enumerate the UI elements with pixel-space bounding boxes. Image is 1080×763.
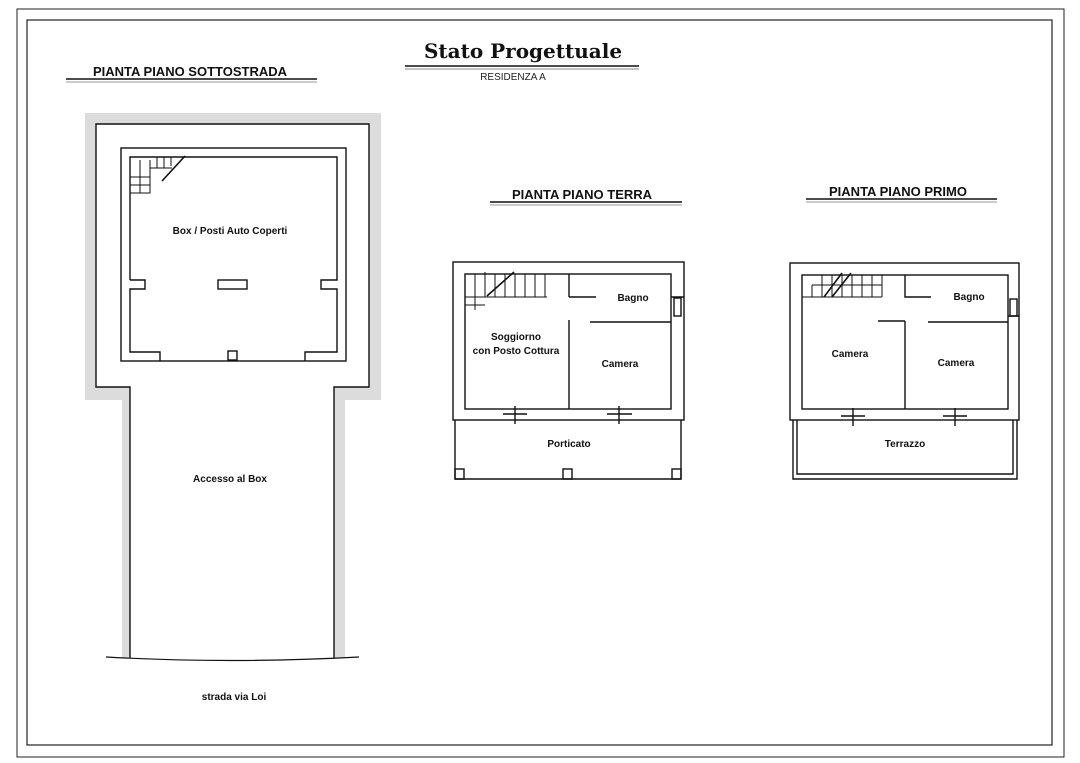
street-label: strada via Loi [201, 692, 267, 703]
sheet-subtitle: RESIDENZA A [480, 72, 546, 83]
stairs-icon [465, 272, 547, 310]
room-box: Box / Posti Auto Coperti [172, 226, 288, 237]
heading-sottostrada: PIANTA PIANO SOTTOSTRADA [92, 64, 288, 79]
room-accesso: Accesso al Box [193, 474, 267, 485]
inner-frame [27, 20, 1052, 745]
heading-terra: PIANTA PIANO TERRA [511, 187, 653, 202]
plan-sottostrada [66, 64, 381, 703]
stairs-icon [130, 156, 185, 193]
room-terrazzo: Terrazzo [884, 439, 926, 450]
plan-terra [453, 187, 684, 479]
title-block [405, 39, 639, 83]
room-bagno: Bagno [617, 293, 649, 304]
stairs-icon [802, 273, 882, 297]
plan-primo [790, 184, 1019, 479]
street-edge [106, 657, 359, 661]
room-bagno: Bagno [953, 292, 985, 303]
heading-primo: PIANTA PIANO PRIMO [829, 184, 967, 199]
room-porticato: Porticato [547, 439, 591, 450]
sheet-title: Stato Progettuale [423, 39, 623, 63]
room-camera: Camera [601, 359, 639, 370]
room-camera-2: Camera [937, 358, 975, 369]
room-camera-1: Camera [831, 349, 869, 360]
room-soggiorno: Soggiorno [491, 332, 541, 343]
room-soggiorno-sub: con Posto Cottura [472, 346, 560, 357]
